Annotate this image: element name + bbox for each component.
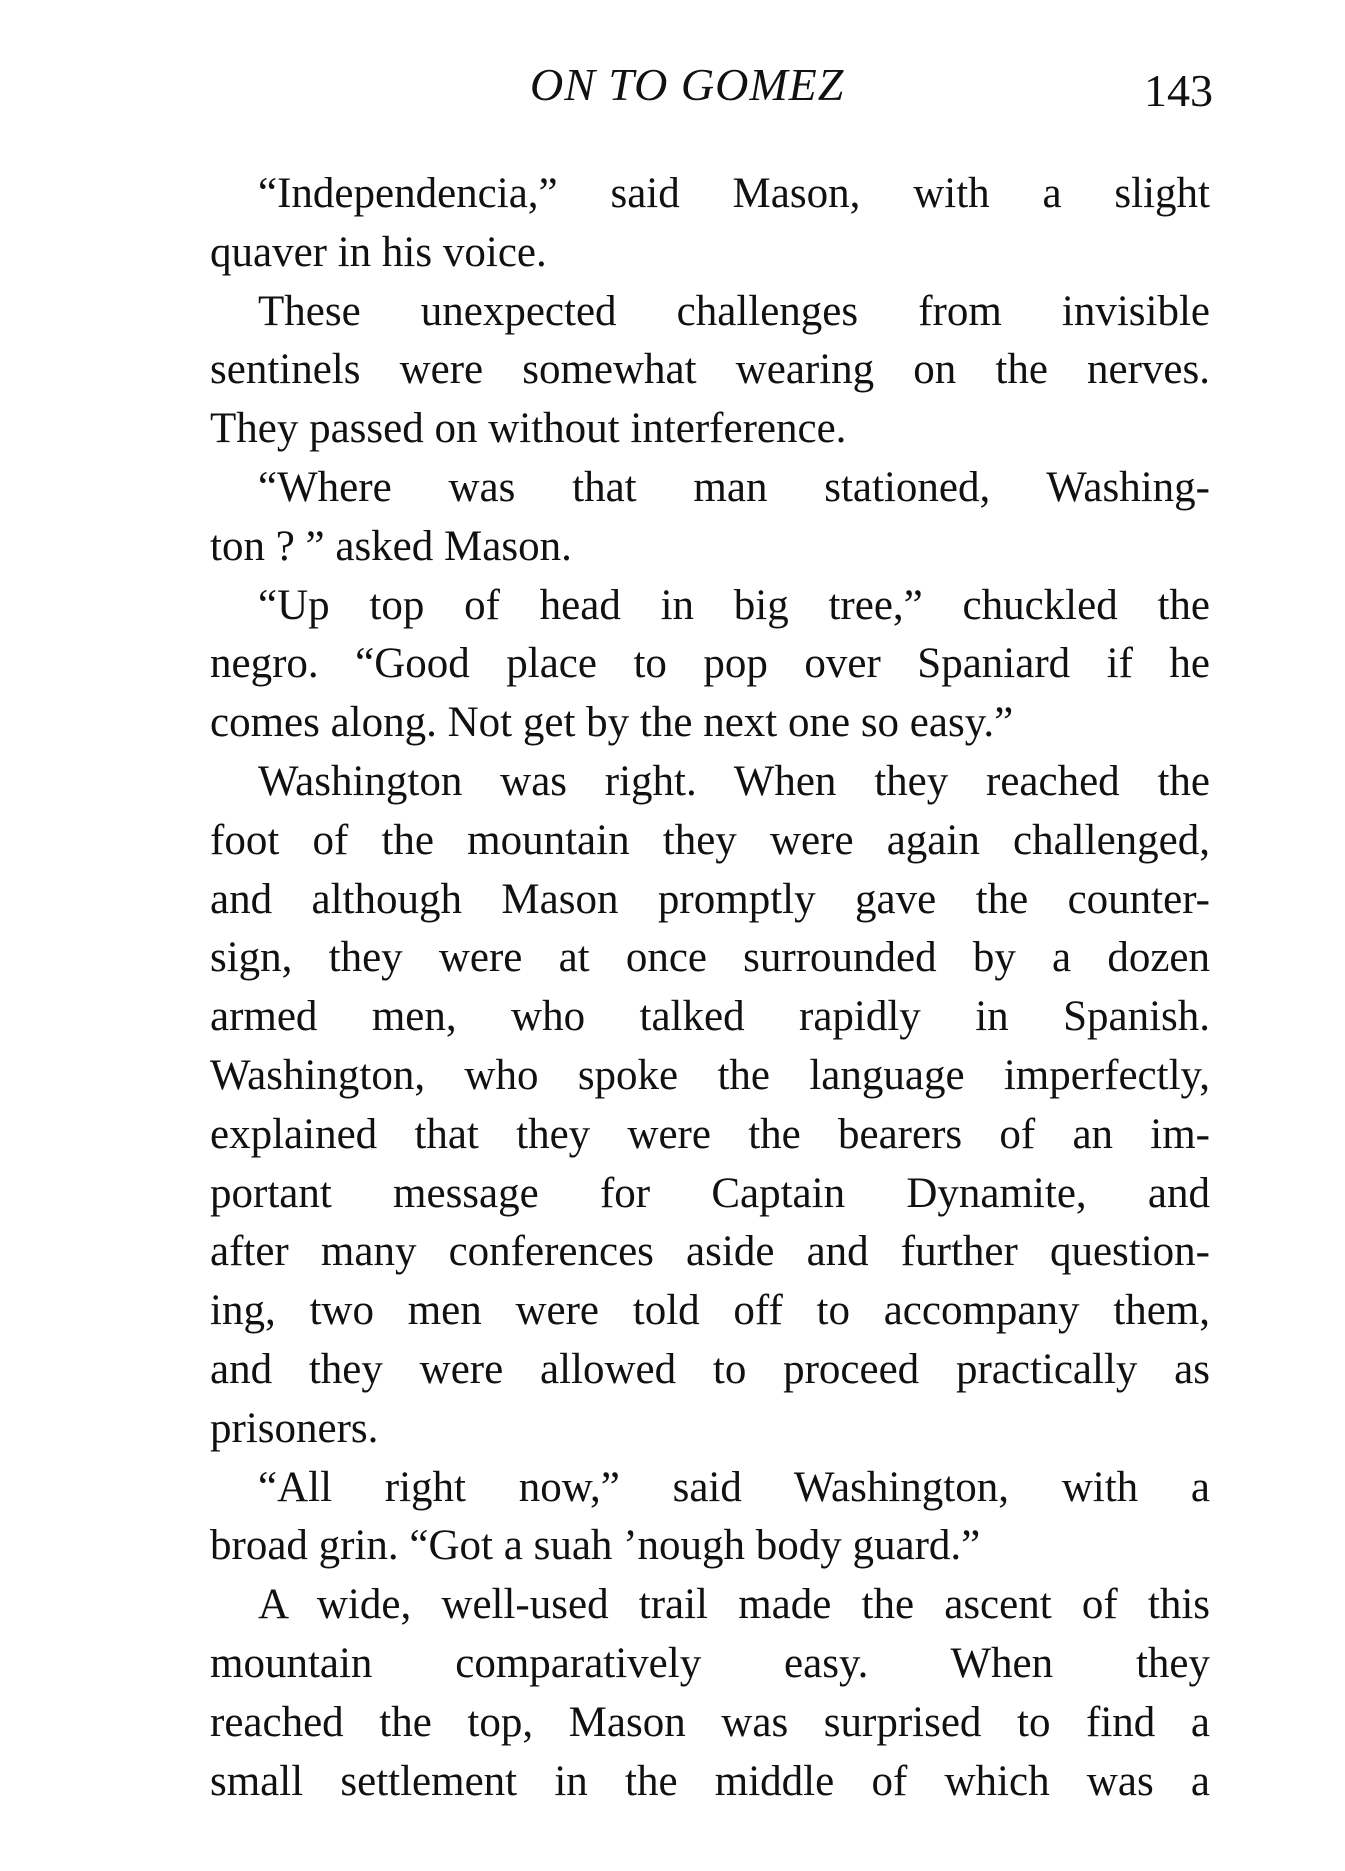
body-text <box>210 165 1210 1811</box>
text-line: They passed on without interference. <box>210 405 847 453</box>
text-line: sentinels were somewhat wearing on the nerves. <box>210 346 1210 394</box>
text-line: portant message for Captain Dynamite, and <box>210 1169 1210 1217</box>
text-line: “All right now,” said Washington, with a <box>258 1463 1210 1511</box>
text-line: “Independencia,” said Mason, with a slight <box>258 170 1210 217</box>
text-line: quaver in his voice. <box>210 228 547 276</box>
text-line: negro. “Good place to pop over Spaniard if he <box>210 640 1210 688</box>
page-header <box>0 58 1345 118</box>
text-line: A wide, well-used trail made the ascent of this <box>258 1581 1210 1629</box>
text-line: comes along. Not get by the next one so easy.” <box>210 699 1014 747</box>
text-line: These unexpected challenges from invisible <box>258 287 1210 335</box>
text-line: prisoners. <box>210 1404 379 1452</box>
text-line: mountain comparatively easy. When they <box>210 1639 1210 1687</box>
text-line: explained that they were the bearers of an im- <box>210 1110 1210 1158</box>
text-line: sign, they were at once surrounded by a dozen <box>210 934 1210 982</box>
page-number: 143 <box>1144 65 1213 116</box>
text-line: Washington was right. When they reached the <box>258 757 1210 805</box>
text-line: reached the top, Mason was surprised to find a <box>210 1698 1210 1746</box>
text-line: broad grin. “Got a suah ’nough body guard.” <box>210 1522 981 1570</box>
text-line: foot of the mountain they were again challenged, <box>210 816 1210 864</box>
text-line: and they were allowed to proceed practically as <box>210 1345 1210 1393</box>
text-line: “Where was that man stationed, Washing- <box>258 463 1210 511</box>
text-line: after many conferences aside and further question- <box>210 1228 1210 1276</box>
text-line: ing, two men were told off to accompany them, <box>210 1287 1210 1335</box>
text-line: armed men, who talked rapidly in Spanish. <box>210 993 1210 1041</box>
text-line: ton ? ” asked Mason. <box>210 522 572 570</box>
running-title: ON TO GOMEZ <box>530 59 845 110</box>
text-line: Washington, who spoke the language imperfectly, <box>210 1051 1210 1099</box>
text-line: and although Mason promptly gave the counter- <box>210 875 1210 923</box>
text-line: small settlement in the middle of which was a <box>210 1757 1210 1805</box>
text-line: “Up top of head in big tree,” chuckled the <box>258 581 1210 629</box>
